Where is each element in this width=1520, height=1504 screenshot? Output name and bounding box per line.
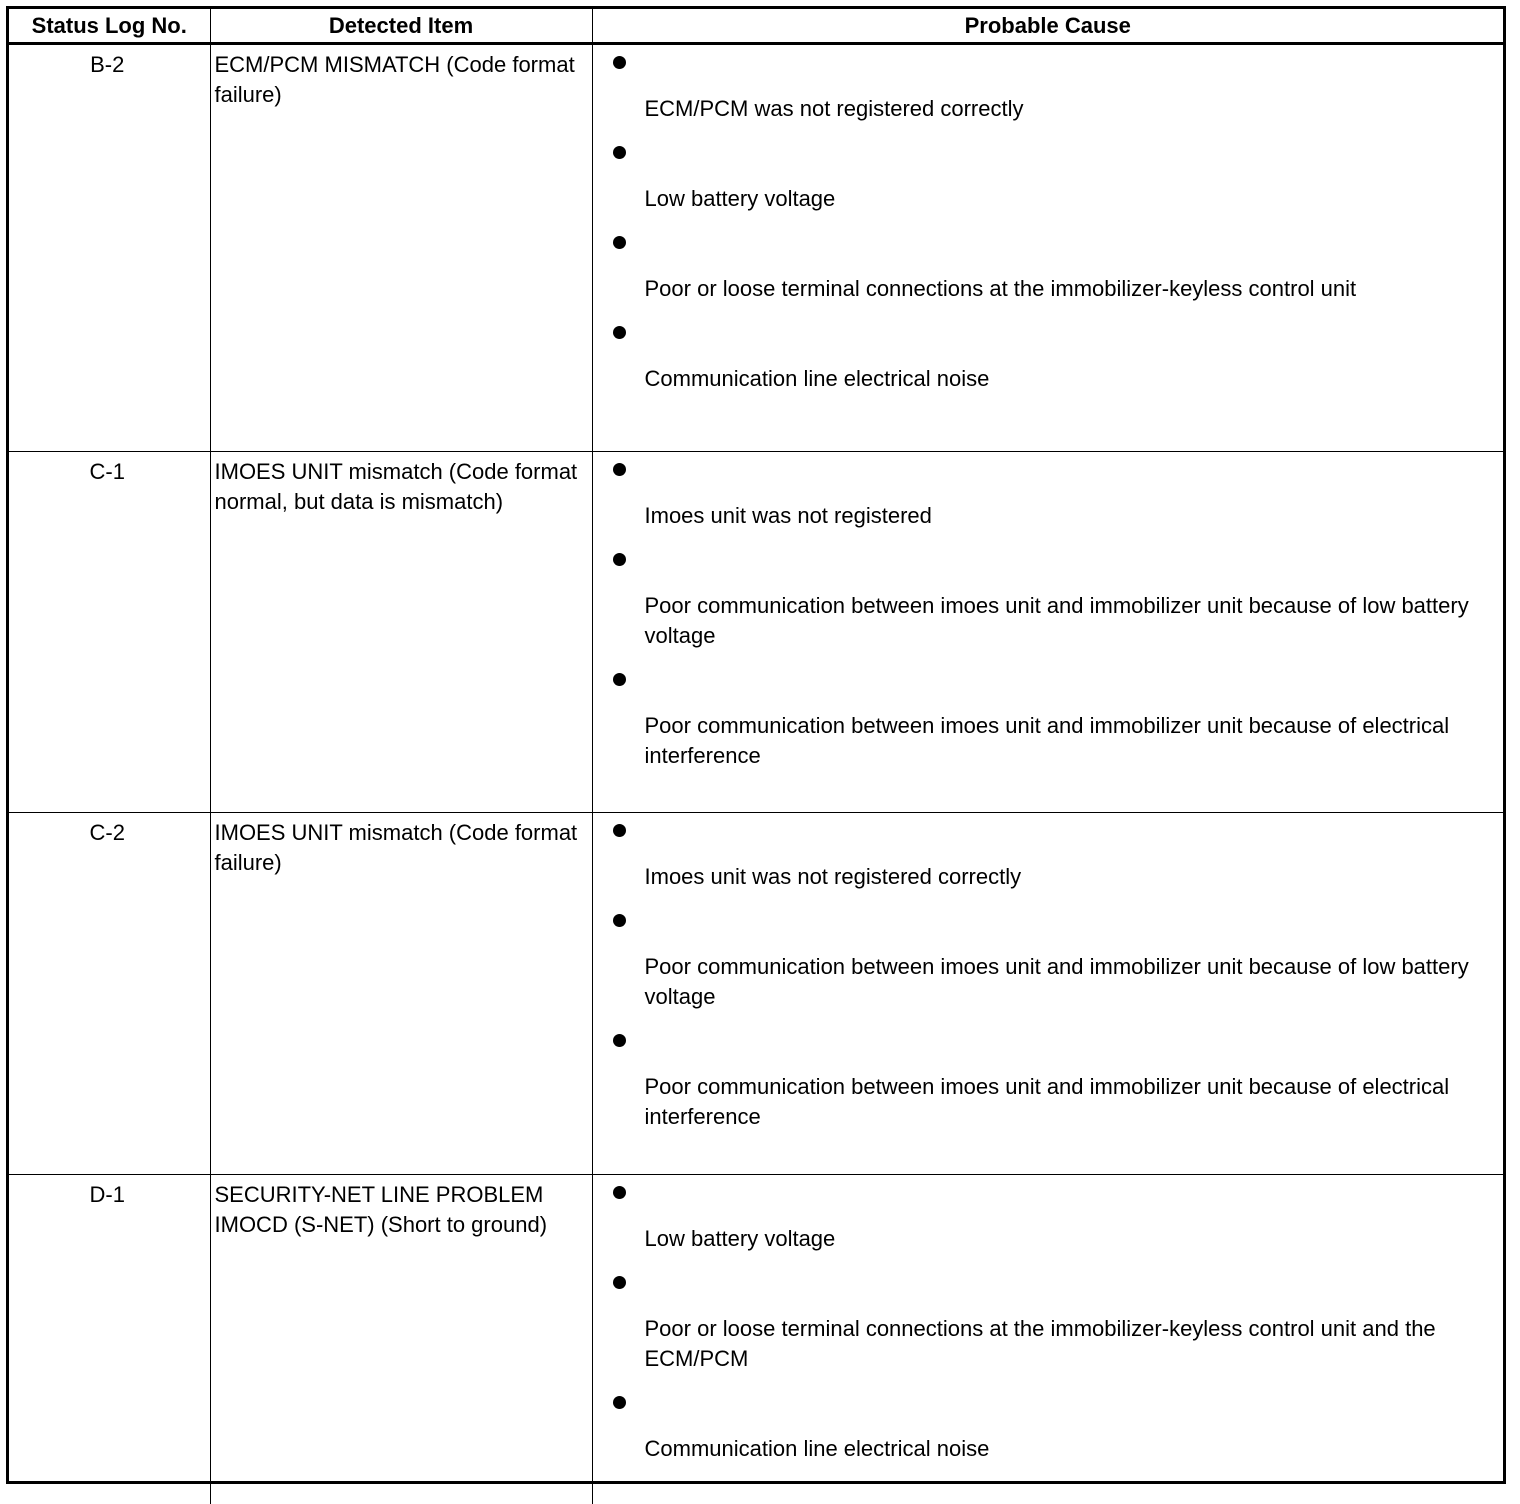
probable-cause-cell	[592, 813, 1503, 1175]
bullet-icon	[613, 463, 626, 476]
bullet-icon	[613, 1034, 626, 1047]
list-item	[593, 1389, 1504, 1464]
cause-text: Imoes unit was not registered correctly	[645, 864, 1022, 889]
cause-list	[593, 1175, 1504, 1464]
cause-text: Communication line electrical noise	[645, 366, 990, 391]
cause-text: Low battery voltage	[645, 1226, 836, 1251]
status-log-no: B-2	[9, 44, 210, 452]
table-row	[9, 452, 1503, 813]
bullet-icon	[613, 824, 626, 837]
detected-item: ECM/PCM MISMATCH (Code format failure)	[210, 44, 592, 452]
detected-item: IMOES UNIT mismatch (Code format failure)	[210, 813, 592, 1175]
table-row	[9, 1175, 1503, 1504]
bullet-icon	[613, 553, 626, 566]
cause-text: Poor communication between imoes unit and immobilizer unit because of electrical interference	[645, 713, 1450, 768]
bullet-icon	[613, 1396, 626, 1409]
bullet-icon	[613, 673, 626, 686]
cause-text: Communication line electrical noise	[645, 1436, 990, 1461]
list-item	[593, 139, 1504, 214]
header-status-log-no: Status Log No.	[9, 9, 210, 44]
list-item	[593, 1269, 1504, 1374]
list-item	[593, 452, 1504, 531]
status-log-no: C-2	[9, 813, 210, 1175]
list-item	[593, 907, 1504, 1012]
cause-text: Imoes unit was not registered	[645, 503, 932, 528]
list-item	[593, 813, 1504, 892]
header-probable-cause: Probable Cause	[592, 9, 1503, 44]
probable-cause-cell	[592, 452, 1503, 813]
list-item	[593, 546, 1504, 651]
detected-item: IMOES UNIT mismatch (Code format normal, but data is mismatch)	[210, 452, 592, 813]
status-log-table	[9, 9, 1503, 1504]
cause-text: ECM/PCM was not registered correctly	[645, 96, 1024, 121]
bullet-icon	[613, 146, 626, 159]
list-item	[593, 229, 1504, 304]
probable-cause-cell	[592, 44, 1503, 452]
bullet-icon	[613, 1186, 626, 1199]
table-row	[9, 813, 1503, 1175]
cause-list	[593, 813, 1504, 1132]
cause-text: Poor communication between imoes unit and immobilizer unit because of electrical interference	[645, 1074, 1450, 1129]
status-log-no: D-1	[9, 1175, 210, 1504]
probable-cause-cell	[592, 1175, 1503, 1504]
cause-list	[593, 45, 1504, 394]
status-log-table-frame	[6, 6, 1506, 1484]
cause-text: Low battery voltage	[645, 186, 836, 211]
status-log-no: C-1	[9, 452, 210, 813]
list-item	[593, 1175, 1504, 1254]
cause-text: Poor or loose terminal connections at the immobilizer-keyless control unit	[645, 276, 1357, 301]
list-item	[593, 319, 1504, 394]
bullet-icon	[613, 914, 626, 927]
bullet-icon	[613, 1276, 626, 1289]
cause-text: Poor or loose terminal connections at the immobilizer-keyless control unit and the ECM/PCM	[645, 1316, 1436, 1371]
bullet-icon	[613, 326, 626, 339]
cause-text: Poor communication between imoes unit and immobilizer unit because of low battery voltage	[645, 593, 1469, 648]
bullet-icon	[613, 236, 626, 249]
bullet-icon	[613, 56, 626, 69]
detected-item: SECURITY-NET LINE PROBLEM IMOCD (S-NET) (Short to ground)	[210, 1175, 592, 1504]
cause-list	[593, 452, 1504, 771]
list-item	[593, 666, 1504, 771]
list-item	[593, 45, 1504, 124]
list-item	[593, 1027, 1504, 1132]
table-row	[9, 44, 1503, 452]
cause-text: Poor communication between imoes unit and immobilizer unit because of low battery voltage	[645, 954, 1469, 1009]
header-row	[9, 9, 1503, 44]
header-detected-item: Detected Item	[210, 9, 592, 44]
